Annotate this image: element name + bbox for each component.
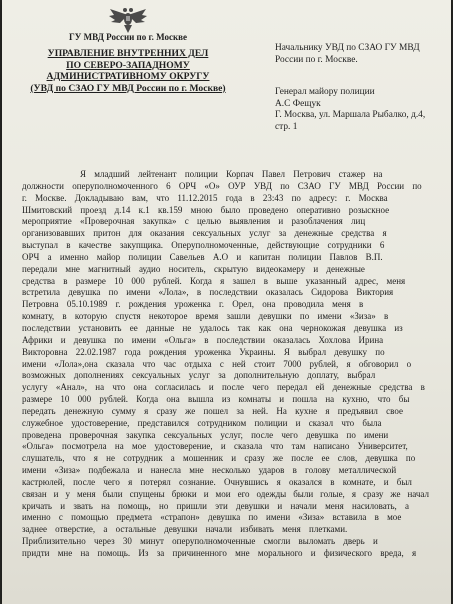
recipient-line: А.С Фещук [275,98,321,109]
document-page [2,0,451,604]
body-line: придти мне на помощь. Из за причиненного мне морального и физического вреда, я [22,548,417,558]
body-line: «Ольга» посмотрела на мое удостоверение, и сказала что там написано Университет, [22,441,408,452]
body-line: проведена проверочная закупка сексуальных услуг, после чего девушка по имени [22,429,389,440]
body-line: имени «Зиза» подбежала и нанесла мне несколько ударов в голову металлической [22,465,397,476]
body-line: слушатель, что я не сотрудник а мошенник и сразу же после ее слов, девушка по [22,453,416,464]
department-name [16,48,240,94]
body-line: связан и у меня были спущены брюки и мои его одежды были голые, я сразу же начал [22,488,429,499]
addressee-line: Начальнику УВД по СЗАО ГУ МВД [275,43,420,53]
body-line: кастрюлей, после чего я потерял сознание. Очнувшись я оказался в комнате, и был [22,476,412,487]
body-line: именно с помощью предмета «страпон» девушка по имени «Зиза» вставила в мое [22,512,402,523]
body-line: кричать и звать на помощь, но пришли эти девушки и начали меня насиловать, а [22,500,410,511]
body-line: встретила девушка по имени «Лола», в последствии оказалась Сидорова Виктория [22,287,394,298]
body-line: Викторовна 22.02.1987 года рождения уроженка Украины. Я выбрал девушку по [22,346,385,357]
body-line: последствии установить ее данные не удалось так как она чернокожая девушка из [22,322,403,333]
body-line: мероприятие «Проверочная закупка» с целью выявления и разоблачения лиц [22,216,366,227]
body-line: Я младший лейтенант полиции Корпач Павел Петрович стажер на [80,169,383,179]
body-line: имени «Лола»,она сказала что час отдыха с ней стоит 7000 рублей, я обговорил о [22,358,412,369]
body-line: передать денежную сумму я сразу же пошел за ней. На кухне я предъявил свое [22,405,403,416]
body-line: размере 10 000 рублей. Когда она вышла из комнаты и пошла на кухню, что бы [22,394,410,405]
body-line: Петровна 05.10.1989 г. рождения уроженка г. Орел, она проводила меня в [22,299,364,310]
body-line: Шмитовский проезд д.14 к.1 кв.159 мною было проведено оперативно розыскное [22,204,390,215]
body-line: ОРЧ а именно майор полиции Савельев А.О и капитан полиции Павлов В.П. [22,251,383,262]
report-body [22,169,429,560]
body-line: Приблизительно через 30 минут оперуполномоченные смогли выломать дверь и [22,536,378,547]
ministry-name: ГУ МВД России по г. Москве [69,32,187,42]
department-line: (УВД по СЗАО ГУ МВД России по г. Москве) [30,82,226,94]
addressee [275,43,451,66]
body-line: служебное удостоверение, представился сотрудником полиции и сказал что была [22,417,382,428]
body-line: должности оперуполномоченного 6 ОРЧ «О» ОУР УВД по СЗАО ГУ МВД России по [22,180,422,191]
issuer-header [16,32,240,94]
department-line: ПО СЕВЕРО-ЗАПАДНОМУ [66,59,190,71]
body-line: услугу «Анал», на что она согласилась и после чего передал ей денежные средства в [22,382,425,393]
body-line: комнату, в которую спустя некоторое время зашли девушки по имени «Зиза» в [22,311,389,322]
body-line: заднее отверстие, а остальные девушки начали избивать меня плетками. [22,524,348,535]
eagle-emblem-icon [108,5,148,35]
body-line: средства в размере 10 000 рублей. Когда я зашел в выше указанный адрес, меня [22,275,406,286]
addressee-line: России по г. Москве. [275,54,358,65]
body-line: г. Москве. Докладываю вам, что 11.12.2015 года в 23:43 по адресу: г. Москва [22,192,388,203]
addressee-block [275,43,451,134]
body-line: выступал в качестве закупщика. Оперуполномоченные, действующие сотрудники 6 [22,240,385,251]
recipient-line: Г. Москва, ул. Маршала Рыбалко, д.4, [275,110,426,121]
body-line: организовавших притон для оказания сексуальных услуг за денежные средства я [22,228,387,239]
recipient-line: стр. 1 [275,121,298,132]
recipient-line: Генерал майору полиции [275,87,375,98]
body-line: передали мне магнитный аудио носитель, скрытую видеокамеру и денежные [22,263,365,274]
recipient [275,87,451,133]
body-line: возможных дополнениях сексуальных услуг за дополнительную доплату, выбрал [22,370,376,381]
body-line: Африки и девушка по имени «Ольга» в последствии оказалась Хохлова Ирина [22,334,384,345]
department-line: УПРАВЛЕНИЕ ВНУТРЕННИХ ДЕЛ [47,48,209,59]
department-line: АДМИНИСТРАТИВНОМУ ОКРУГУ [46,71,210,83]
